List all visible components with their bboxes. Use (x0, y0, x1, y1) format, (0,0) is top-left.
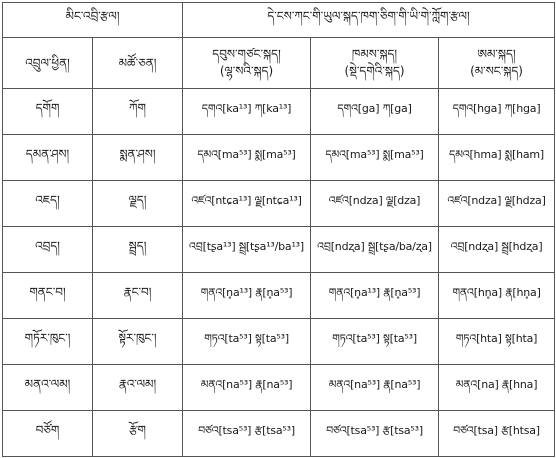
dialect-comparison-table (2, 2, 555, 457)
cell-meaning: སྨན་ཤས། (93, 135, 183, 181)
cell-lhasa: འབྲ[tʂa¹³] སྦྲ[tʂa¹³/ba¹³] (183, 227, 311, 273)
header-left-group: མིང་འབྲི་རྩལ། (3, 3, 183, 38)
cell-kham: གནའ[n̥a¹³] རྣ[n̥a⁵³] (311, 273, 439, 319)
col-header-amdo (439, 38, 555, 89)
cell-kham: བཙའ[tsa⁵³] རྩ[tsa⁵³] (311, 411, 439, 457)
table-row (3, 89, 555, 135)
col-header-written-label: འབྲུལ་ཕྱིན། (25, 55, 70, 70)
col-header-amdo-line2: (མ་སང་སྐད) (470, 64, 523, 78)
table-row (3, 181, 555, 227)
table-row (3, 135, 555, 181)
cell-word: གཏོར་ཁུང་། (3, 319, 93, 365)
table-row (3, 365, 555, 411)
cell-amdo: གཏའ[hta] སྟ[hta] (439, 319, 555, 365)
cell-amdo: དགའ[hga] ཀ[hga] (439, 89, 555, 135)
cell-meaning: རྣའ་ལམ། (93, 365, 183, 411)
cell-kham: འབྲ[ndʐa] སྦྲ[tʂa/ba/ʐa] (311, 227, 439, 273)
col-header-lhasa-line2: (ལྷ་སའི་སྐད) (219, 64, 274, 78)
cell-word: མནའ་ལམ། (3, 365, 93, 411)
col-header-lhasa-line1: དབུས་གཙང་སྐད། (212, 47, 281, 61)
table-row (3, 227, 555, 273)
cell-kham: དམའ[ma⁵³] སྨ[ma⁵³] (311, 135, 439, 181)
table-row (3, 273, 555, 319)
table-row (3, 319, 555, 365)
cell-kham: གཏའ[ta⁵³] སྟ[ta⁵³] (311, 319, 439, 365)
table-body (3, 3, 555, 457)
cell-meaning: རྣང་བ། (93, 273, 183, 319)
cell-lhasa: དམའ[ma⁵³] སྨ[ma⁵³] (183, 135, 311, 181)
col-header-kham-line1: ཁམས་སྐད། (351, 47, 398, 61)
cell-meaning: ཀོག (93, 89, 183, 135)
cell-kham: འཛའ[ndza] ལྗ[dza] (311, 181, 439, 227)
cell-word: འབྲད། (3, 227, 93, 273)
col-header-written (3, 38, 93, 89)
cell-amdo: མནའ[na] རྣ[hna] (439, 365, 555, 411)
cell-kham: མནའ[na⁵³] རྣ[na⁵³] (311, 365, 439, 411)
col-header-kham-line2: (སྡེ་དགེའི་སྐད) (344, 64, 405, 78)
cell-word: དམན་ཤས། (3, 135, 93, 181)
col-header-meaning-label: མཚོ་ཅན། (118, 55, 157, 70)
col-header-lhasa (183, 38, 311, 89)
cell-meaning: རྩོག (93, 411, 183, 457)
cell-word: གནང་བ། (3, 273, 93, 319)
cell-word: འཇད། (3, 181, 93, 227)
cell-amdo: གནའ[hn̥a] རྣ[hn̥a] (439, 273, 555, 319)
cell-lhasa: དགའ[ka¹³] ཀ[ka¹³] (183, 89, 311, 135)
cell-word: བཙོག (3, 411, 93, 457)
col-header-meaning (93, 38, 183, 89)
cell-meaning: སྦྲད། (93, 227, 183, 273)
cell-lhasa: མནའ[na⁵³] རྣ[na⁵³] (183, 365, 311, 411)
cell-kham: དགའ[ga] ཀ[ga] (311, 89, 439, 135)
cell-word: དགོག (3, 89, 93, 135)
cell-lhasa: གཏའ[ta⁵³] སྟ[ta⁵³] (183, 319, 311, 365)
col-header-kham (311, 38, 439, 89)
cell-amdo: དམའ[hma] སྨ[ham] (439, 135, 555, 181)
cell-amdo: འབྲ[ndʐa] སྦྲ[hdʐa] (439, 227, 555, 273)
cell-meaning: ལྗད། (93, 181, 183, 227)
cell-lhasa: འཛའ[ntɕa¹³] ལྗ[ntɕa¹³] (183, 181, 311, 227)
cell-meaning: སྟོར་ཁུང་། (93, 319, 183, 365)
col-header-amdo-line1: ཨམ་སྐད། (477, 47, 516, 61)
table-row (3, 411, 555, 457)
cell-amdo: འཛའ[ndza] ལྗ[hdza] (439, 181, 555, 227)
header-row-group (3, 3, 555, 38)
header-right-group: དེ་ངས་ཀང་གི་ཡུལ་སྐད་ཁག་ཅིག་གི་ཡི་གེ་ཀློག་རྩལ། (183, 3, 555, 38)
cell-lhasa: བཙའ[tsa⁵³] རྩ[tsa⁵³] (183, 411, 311, 457)
cell-amdo: བཙའ[tsa] རྩ[htsa] (439, 411, 555, 457)
cell-lhasa: གནའ[n̥a¹³] རྣ[n̥a⁵³] (183, 273, 311, 319)
header-row-columns (3, 38, 555, 89)
